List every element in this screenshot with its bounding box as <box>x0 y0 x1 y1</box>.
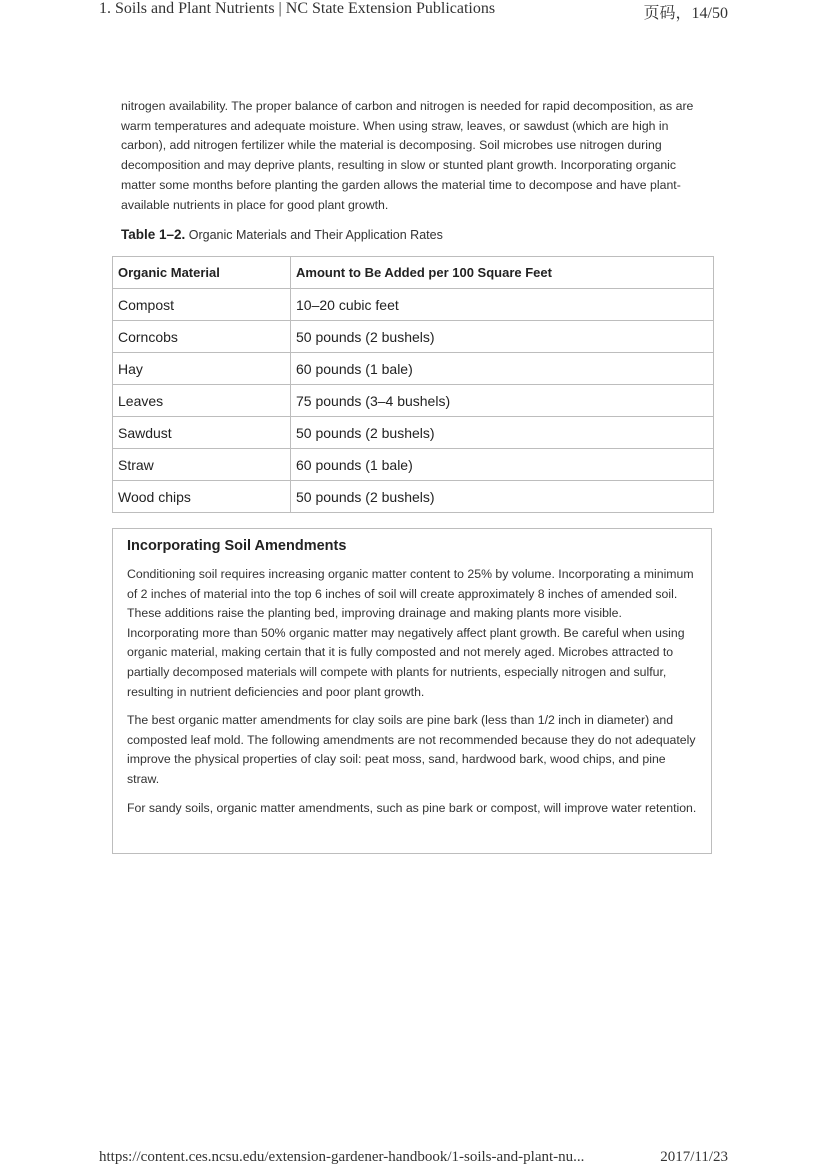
print-date: 2017/11/23 <box>660 1149 728 1165</box>
table-caption-label: Table 1–2. <box>121 227 186 243</box>
table-row <box>113 321 714 353</box>
table-cell-amount: 75 pounds (3–4 bushels) <box>291 385 714 417</box>
soil-amendments-sidebar <box>112 528 712 854</box>
column-header-amount: Amount to Be Added per 100 Square Feet <box>291 257 714 289</box>
sidebar-paragraph: The best organic matter amendments for clay soils are pine bark (less than 1/2 inch in diameter) and composted leaf mold. The following amendments are not recommended because they do not adequately improve the physical properties of clay soil: peat moss, sand, hardwood bark, wood chips, and pine straw. <box>127 713 696 786</box>
table-cell-amount: 60 pounds (1 bale) <box>291 353 714 385</box>
table-row <box>113 353 714 385</box>
print-header <box>0 0 827 22</box>
table-cell-amount: 50 pounds (2 bushels) <box>291 417 714 449</box>
sidebar-paragraph: Conditioning soil requires increasing organic matter content to 25% by volume. Incorporating a minimum of 2 inches of material into the top 6 inches of soil will create approximately 8 inches of amended soil. These additions raise the planting bed, improving drainage and making plants more visible. Incorporating more than 50% organic matter may negatively affect plant growth. Be careful when using organic material, making certain that it is fully composted and not merely aged. Microbes attracted to partially decomposed materials will compete with plants for nutrients, especially nitrogen and sulfur, resulting in nutrient deficiencies and poor plant growth. <box>127 567 694 699</box>
table-row <box>113 385 714 417</box>
table-cell-amount: 50 pounds (2 bushels) <box>291 481 714 513</box>
table-row <box>113 481 714 513</box>
print-footer <box>0 1149 827 1169</box>
table-header-row <box>113 257 714 289</box>
table-cell-amount: 10–20 cubic feet <box>291 289 714 321</box>
page-number: 页码，14/50 <box>643 5 728 22</box>
sidebar-title: Incorporating Soil Amendments <box>127 538 347 554</box>
table-row <box>113 289 714 321</box>
table-cell-material: Straw <box>113 449 291 481</box>
table-row <box>113 417 714 449</box>
column-header-material: Organic Material <box>113 257 291 289</box>
table-cell-material: Corncobs <box>113 321 291 353</box>
table-caption <box>121 226 713 244</box>
page-title: 1. Soils and Plant Nutrients | NC State Extension Publications <box>99 0 496 17</box>
table-cell-material: Sawdust <box>113 417 291 449</box>
table-cell-material: Hay <box>113 353 291 385</box>
table-row <box>113 449 714 481</box>
table-cell-material: Wood chips <box>113 481 291 513</box>
intro-paragraph: nitrogen availability. The proper balance of carbon and nitrogen is needed for rapid decomposition, as are warm temperatures and adequate moisture. When using straw, leaves, or sawdust (which are high in carbon), add nitrogen fertilizer while the material is decomposing. Soil microbes use nitrogen during decomposition and may deprive plants, resulting in slow or stunted plant growth. Incorporating organic matter some months before planting the garden allows the material time to decompose and have plant-available nutrients in place for good plant growth. <box>121 99 694 212</box>
table-cell-material: Leaves <box>113 385 291 417</box>
sidebar-paragraph: For sandy soils, organic matter amendments, such as pine bark or compost, will improve water retention. <box>127 800 697 815</box>
table-caption-text: Organic Materials and Their Application Rates <box>185 228 443 243</box>
source-url: https://content.ces.ncsu.edu/extension-gardener-handbook/1-soils-and-plant-nu... <box>99 1149 585 1165</box>
organic-materials-table <box>112 256 714 513</box>
table-cell-amount: 50 pounds (2 bushels) <box>291 321 714 353</box>
table-cell-material: Compost <box>113 289 291 321</box>
main-content <box>121 97 713 244</box>
table-cell-amount: 60 pounds (1 bale) <box>291 449 714 481</box>
